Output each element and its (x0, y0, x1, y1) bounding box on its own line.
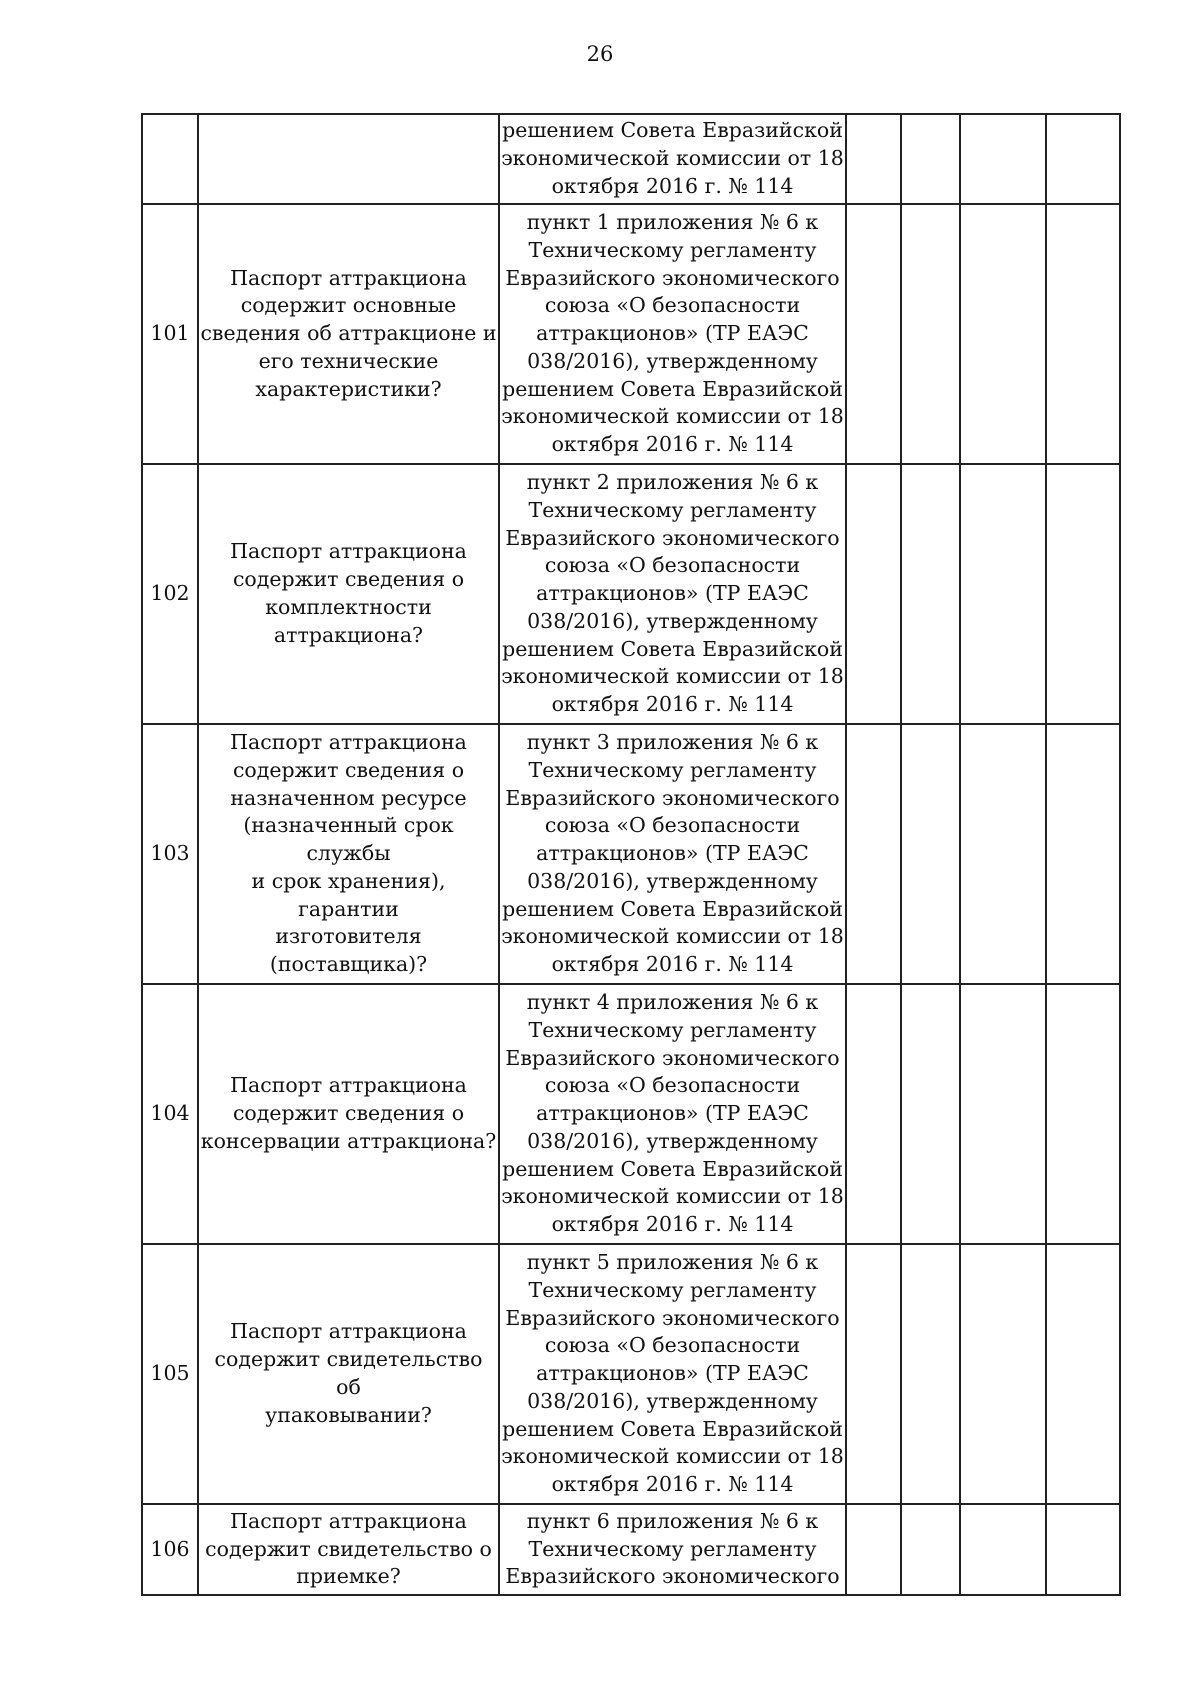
question-cell: Паспорт аттракциона содержит сведения о комплектности аттракциона? (198, 464, 499, 724)
table-row (142, 464, 1120, 724)
answer-no-cell (901, 114, 960, 204)
page-number: 26 (586, 42, 614, 66)
legal-reference-cell: решением Совета Евразийской экономической комиссии от 18 октября 2016 г. № 114 (499, 114, 846, 204)
question-cell: Паспорт аттракциона содержит сведения о консервации аттракциона? (198, 984, 499, 1244)
row-number: 104 (142, 984, 198, 1244)
answer-yes-cell (846, 204, 901, 464)
table-row (142, 204, 1120, 464)
table-row (142, 984, 1120, 1244)
row-number: 101 (142, 204, 198, 464)
answer-not-applicable-cell (960, 204, 1046, 464)
answer-not-applicable-cell (960, 984, 1046, 1244)
table-row (142, 724, 1120, 984)
row-number: 105 (142, 1244, 198, 1504)
table-row (142, 1244, 1120, 1504)
note-cell (1046, 1244, 1120, 1504)
note-cell (1046, 984, 1120, 1244)
answer-yes-cell (846, 1244, 901, 1504)
answer-no-cell (901, 984, 960, 1244)
table-row (142, 1504, 1120, 1595)
answer-not-applicable-cell (960, 1244, 1046, 1504)
note-cell (1046, 464, 1120, 724)
note-cell (1046, 724, 1120, 984)
note-cell (1046, 1504, 1120, 1595)
answer-yes-cell (846, 984, 901, 1244)
table-row (142, 114, 1120, 204)
answer-no-cell (901, 204, 960, 464)
legal-reference-cell: пункт 3 приложения № 6 к Техническому регламенту Евразийского экономического союза «О безопасности аттракционов» (ТР ЕАЭС 038/2016), утвержденному решением Совета Евразийской экономической комиссии от 18 октября 2016 г. № 114 (499, 724, 846, 984)
answer-no-cell (901, 464, 960, 724)
answer-no-cell (901, 724, 960, 984)
legal-reference-cell: пункт 1 приложения № 6 к Техническому регламенту Евразийского экономического союза «О безопасности аттракционов» (ТР ЕАЭС 038/2016), утвержденному решением Совета Евразийской экономической комиссии от 18 октября 2016 г. № 114 (499, 204, 846, 464)
question-cell: Паспорт аттракциона содержит свидетельство о приемке? (198, 1504, 499, 1595)
note-cell (1046, 114, 1120, 204)
note-cell (1046, 204, 1120, 464)
row-number: 102 (142, 464, 198, 724)
legal-reference-cell: пункт 4 приложения № 6 к Техническому регламенту Евразийского экономического союза «О безопасности аттракционов» (ТР ЕАЭС 038/2016), утвержденному решением Совета Евразийской экономической комиссии от 18 октября 2016 г. № 114 (499, 984, 846, 1244)
answer-yes-cell (846, 464, 901, 724)
answer-no-cell (901, 1244, 960, 1504)
question-cell: Паспорт аттракциона содержит сведения о назначенном ресурсе (назначенный срок службы и срок хранения), гарантии изготовителя (поставщика)? (198, 724, 499, 984)
answer-no-cell (901, 1504, 960, 1595)
answer-not-applicable-cell (960, 724, 1046, 984)
row-number: 103 (142, 724, 198, 984)
answer-yes-cell (846, 724, 901, 984)
answer-not-applicable-cell (960, 114, 1046, 204)
answer-not-applicable-cell (960, 464, 1046, 724)
answer-yes-cell (846, 114, 901, 204)
legal-reference-cell: пункт 6 приложения № 6 к Техническому регламенту Евразийского экономического (499, 1504, 846, 1595)
legal-reference-cell: пункт 5 приложения № 6 к Техническому регламенту Евразийского экономического союза «О безопасности аттракционов» (ТР ЕАЭС 038/2016), утвержденному решением Совета Евразийской экономической комиссии от 18 октября 2016 г. № 114 (499, 1244, 846, 1504)
question-cell (198, 114, 499, 204)
answer-not-applicable-cell (960, 1504, 1046, 1595)
row-number (142, 114, 198, 204)
checklist-table (141, 113, 1121, 1596)
legal-reference-cell: пункт 2 приложения № 6 к Техническому регламенту Евразийского экономического союза «О безопасности аттракционов» (ТР ЕАЭС 038/2016), утвержденному решением Совета Евразийской экономической комиссии от 18 октября 2016 г. № 114 (499, 464, 846, 724)
question-cell: Паспорт аттракциона содержит свидетельство об упаковывании? (198, 1244, 499, 1504)
answer-yes-cell (846, 1504, 901, 1595)
row-number: 106 (142, 1504, 198, 1595)
question-cell: Паспорт аттракциона содержит основные сведения об аттракционе и его технические характеристики? (198, 204, 499, 464)
